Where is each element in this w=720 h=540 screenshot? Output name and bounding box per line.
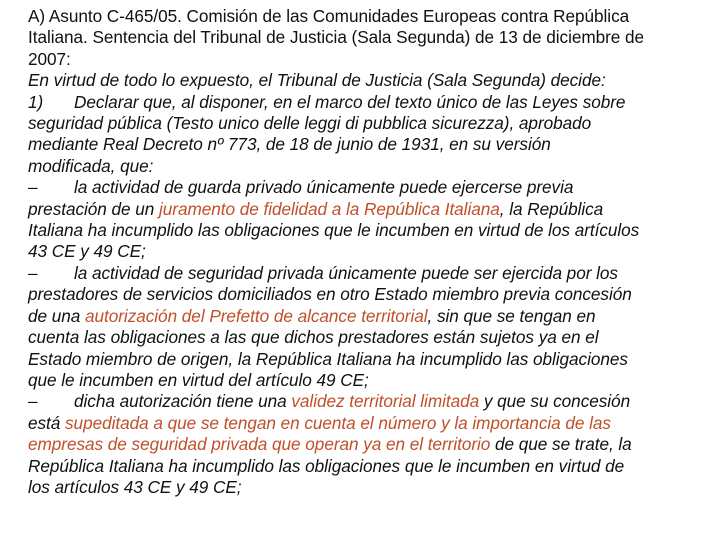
bullet2-marker: – bbox=[28, 262, 38, 283]
point1-line-2: seguridad pública (Testo unico delle leggi di pubblica sicurezza), aprobado bbox=[28, 113, 592, 134]
bullet3-text-2a: está bbox=[28, 412, 66, 433]
point1-line-3: mediante Real Decreto nº 773, de 18 de junio de 1931, en su versión bbox=[28, 134, 551, 155]
bullet2-line-4: cuenta las obligaciones a las que dichos prestadores están sujetos ya en el bbox=[28, 327, 599, 348]
heading-line-3: 2007: bbox=[28, 48, 71, 69]
point1-text-1: Declarar que, al disponer, en el marco del texto único de las Leyes sobre bbox=[74, 91, 626, 112]
bullet3-line-2 bbox=[28, 413, 698, 434]
bullet2-text-1: la actividad de seguridad privada únicamente puede ser ejercida por los bbox=[74, 262, 618, 283]
point1-number: 1) bbox=[28, 91, 44, 112]
bullet3-text-1b: y que su concesión bbox=[479, 391, 631, 412]
bullet3-highlight-3: empresas de seguridad privada que operan ya en el territorio bbox=[28, 434, 491, 455]
bullet2-line-6: que le incumben en virtud del artículo 49 CE; bbox=[28, 369, 369, 390]
bullet2-highlight: autorización del Prefetto de alcance territorial bbox=[85, 305, 428, 326]
bullet3-marker: – bbox=[28, 391, 38, 412]
bullet1-line-4: 43 CE y 49 CE; bbox=[28, 241, 146, 262]
bullet1-marker: – bbox=[28, 177, 38, 198]
heading-line-1: A) Asunto C‑465/05. Comisión de las Comunidades Europeas contra República bbox=[28, 6, 630, 26]
bullet2-line-2: prestadores de servicios domiciliados en otro Estado miembro previa concesión bbox=[28, 284, 632, 305]
bullet1-line-3: Italiana ha incumplido las obligaciones que le incumben en virtud de los artículos bbox=[28, 220, 640, 241]
bullet2-text-3b: , sin que se tengan en bbox=[427, 305, 596, 326]
bullet3-text-3b: de que se trate, la bbox=[490, 434, 632, 455]
bullet3-line-3 bbox=[28, 434, 698, 455]
bullet3-line-5: los artículos 43 CE y 49 CE; bbox=[28, 476, 242, 497]
bullet3-line-1 bbox=[28, 391, 698, 412]
bullet2-text-3a: de una bbox=[28, 305, 85, 326]
bullet1-text-2b: , la República bbox=[499, 198, 604, 219]
bullet3-line-4: República Italiana ha incumplido las obligaciones que le incumben en virtud de bbox=[28, 455, 625, 476]
bullet2-line-5: Estado miembro de origen, la República Italiana ha incumplido las obligaciones bbox=[28, 348, 628, 369]
bullet3-text-1a: dicha autorización tiene una bbox=[74, 391, 292, 412]
bullet1-text-1: la actividad de guarda privado únicamente puede ejercerse previa bbox=[74, 177, 574, 198]
bullet2-line-3 bbox=[28, 306, 698, 327]
bullet1-line-2 bbox=[28, 199, 698, 220]
bullet1-highlight: juramento de fidelidad a la República Italiana bbox=[159, 198, 500, 219]
point1-line-1 bbox=[28, 92, 698, 113]
bullet2-line-1 bbox=[28, 263, 698, 284]
bullet1-line-1 bbox=[28, 177, 698, 198]
bullet3-highlight-1: validez territorial limitada bbox=[291, 391, 480, 412]
bullet1-text-2a: prestación de un bbox=[28, 198, 160, 219]
intro-line: En virtud de todo lo expuesto, el Tribunal de Justicia (Sala Segunda) decide: bbox=[28, 70, 606, 91]
heading-line-2: Italiana. Sentencia del Tribunal de Justicia (Sala Segunda) de 13 de diciembre de bbox=[28, 27, 645, 48]
point1-line-4: modificada, que: bbox=[28, 155, 154, 176]
bullet3-highlight-2: supeditada a que se tengan en cuenta el número y la importancia de las bbox=[65, 412, 611, 433]
